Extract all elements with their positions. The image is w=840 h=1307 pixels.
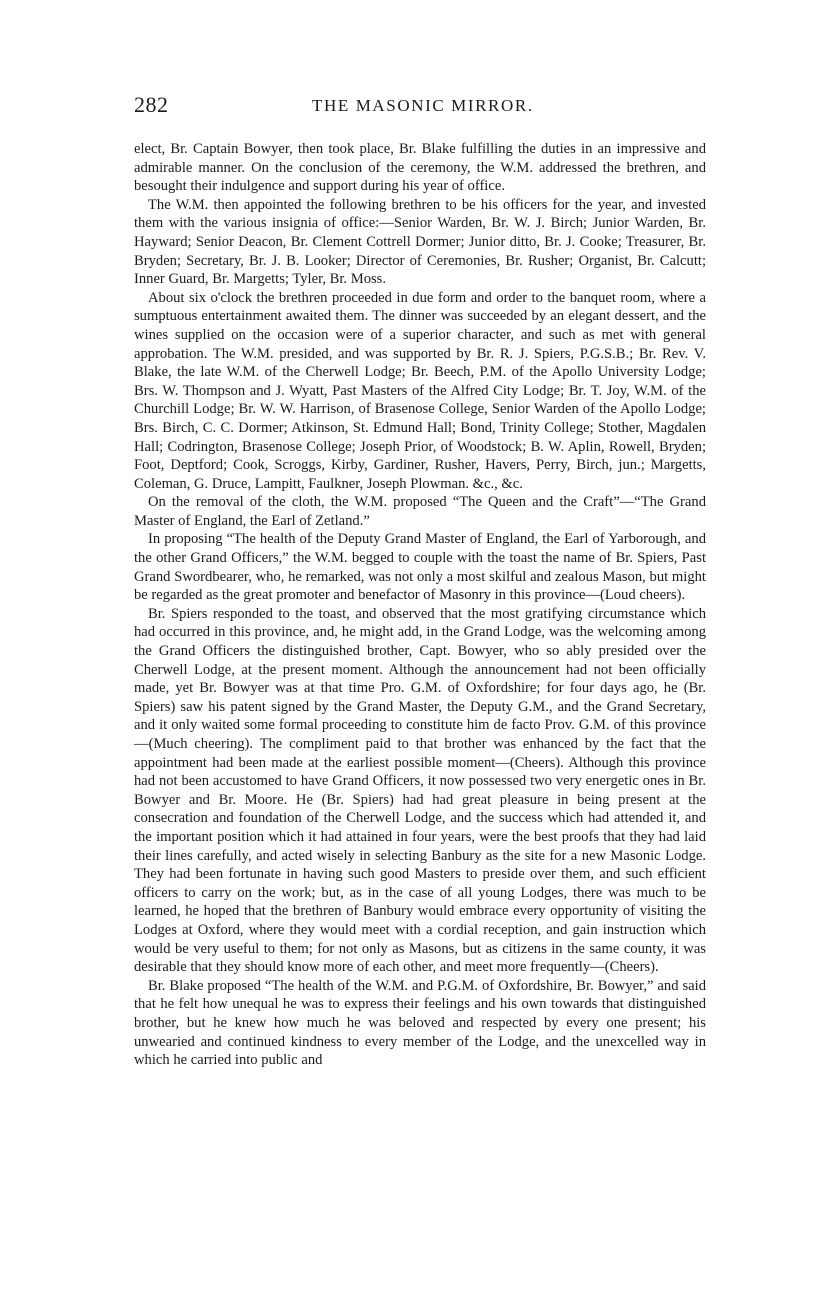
page-header: [134, 92, 704, 122]
paragraph-blake-proposal: Br. Blake proposed “The health of the W.M. and P.G.M. of Oxfordshire, Br. Bowyer,” and said that he felt how unequal he was to express their feelings and his own towards that distinguished brother, but he knew how much he was beloved and respected by every one present; his unwearied and continued kindness to every member of the Lodge, and the unexcelled way in which he carried into public and: [134, 977, 706, 1069]
paragraph-officers: The W.M. then appointed the following brethren to be his officers for the year, and invested them with the various insignia of office:—Senior Warden, Br. W. J. Birch; Junior Warden, Br. Hayward; Senior Deacon, Br. Clement Cottrell Dormer; Junior ditto, Br. J. Cooke; Treasurer, Br. Bryden; Secretary, Br. J. B. Looker; Director of Ceremonies, Br. Rusher; Organist, Br. Calcutt; Inner Guard, Br. Margetts; Tyler, Br. Moss.: [134, 196, 706, 288]
paragraph-toasts: On the removal of the cloth, the W.M. proposed “The Queen and the Craft”—“The Grand Master of England, the Earl of Zetland.”: [134, 494, 706, 529]
paragraph-spiers-response: Br. Spiers responded to the toast, and observed that the most gratifying circumstance which had occurred in this province, and, he might add, in the Grand Lodge, was the welcoming among the Grand Officers the distinguished brother, Capt. Bowyer, who so ably presided over the Cherwell Lodge, at the present moment. Although the announcement had not been officially made, yet Br. Bowyer was at that time Pro. G.M. of Oxfordshire; for four days ago, he (Br. Spiers) saw his patent signed by the Grand Master, the Deputy G.M., and the Grand Secretary, and it only waited some formal proceeding to constitute him de facto Prov. G.M. of this province—(Much cheering). The compliment paid to that brother was enhanced by the fact that the appointment had been made at the earliest possible moment—(Cheers). Although this province had not been accustomed to have Grand Officers, it now possessed two very energetic ones in Br. Bowyer and Br. Moore. He (Br. Spiers) had had great pleasure in being present at the consecration and foundation of the Cherwell Lodge, and the success which had attended it, and the important position which it had attained in four years, were the best proofs that they had laid their lines carefully, and acted wisely in selecting Banbury as the site for a new Masonic Lodge. They had been fortunate in having such good Masters to preside over them, and such efficient officers to carry on the work; but, as in the case of all young Lodges, there was much to be learned, he hoped that the brethren of Banbury would embrace every opportunity of visiting the Lodges at Oxford, where they would meet with a cordial reception, and gain instruction which would be very useful to them; for not only as Masons, but as citizens in the same county, it was desirable that they should know more of each other, and meet more frequently—(Cheers).: [134, 605, 706, 976]
paragraph-installation: elect, Br. Captain Bowyer, then took place, Br. Blake fulfilling the duties in an impressive and admirable manner. On the conclusion of the ceremony, the W.M. addressed the brethren, and besought their indulgence and support during his year of office.: [134, 141, 706, 195]
paragraph-deputy-grand-master: In proposing “The health of the Deputy Grand Master of England, the Earl of Yarborough, and the other Grand Officers,” the W.M. begged to couple with the toast the name of Br. Spiers, Past Grand Swordbearer, who, he remarked, was not only a most skilful and zealous Mason, but might be regarded as the great promoter and benefactor of Masonry in this province—(Loud cheers).: [134, 531, 706, 604]
paragraph-banquet: About six o'clock the brethren proceeded in due form and order to the banquet room, where a sumptuous entertainment awaited them. The dinner was succeeded by an elegant dessert, and the wines supplied on the occasion were of a superior character, and such as met with general approbation. The W.M. presided, and was supported by Br. R. J. Spiers, P.G.S.B.; Br. Rev. V. Blake, the late W.M. of the Cherwell Lodge; Br. Beech, P.M. of the Apollo University Lodge; Brs. W. Thompson and J. Wyatt, Past Masters of the Alfred City Lodge; Br. T. Joy, W.M. of the Churchill Lodge; Br. W. W. Harrison, of Brasenose College, Senior Warden of the Apollo Lodge; Brs. Birch, C. C. Dormer; Atkinson, St. Edmund Hall; Bond, Trinity College; Stother, Magdalen Hall; Codrington, Brasenose College; Joseph Prior, of Woodstock; B. W. Aplin, Rowell, Bryden; Foot, Deptford; Cook, Scroggs, Kirby, Gardiner, Rusher, Havers, Perry, Birch, jun.; Margetts, Coleman, G. Druce, Lampitt, Faulkner, Joseph Plowman. &c., &c.: [134, 289, 706, 492]
running-title: THE MASONIC MIRROR.: [312, 96, 534, 115]
page-number: 282: [134, 92, 169, 117]
article-body: [134, 140, 706, 1070]
